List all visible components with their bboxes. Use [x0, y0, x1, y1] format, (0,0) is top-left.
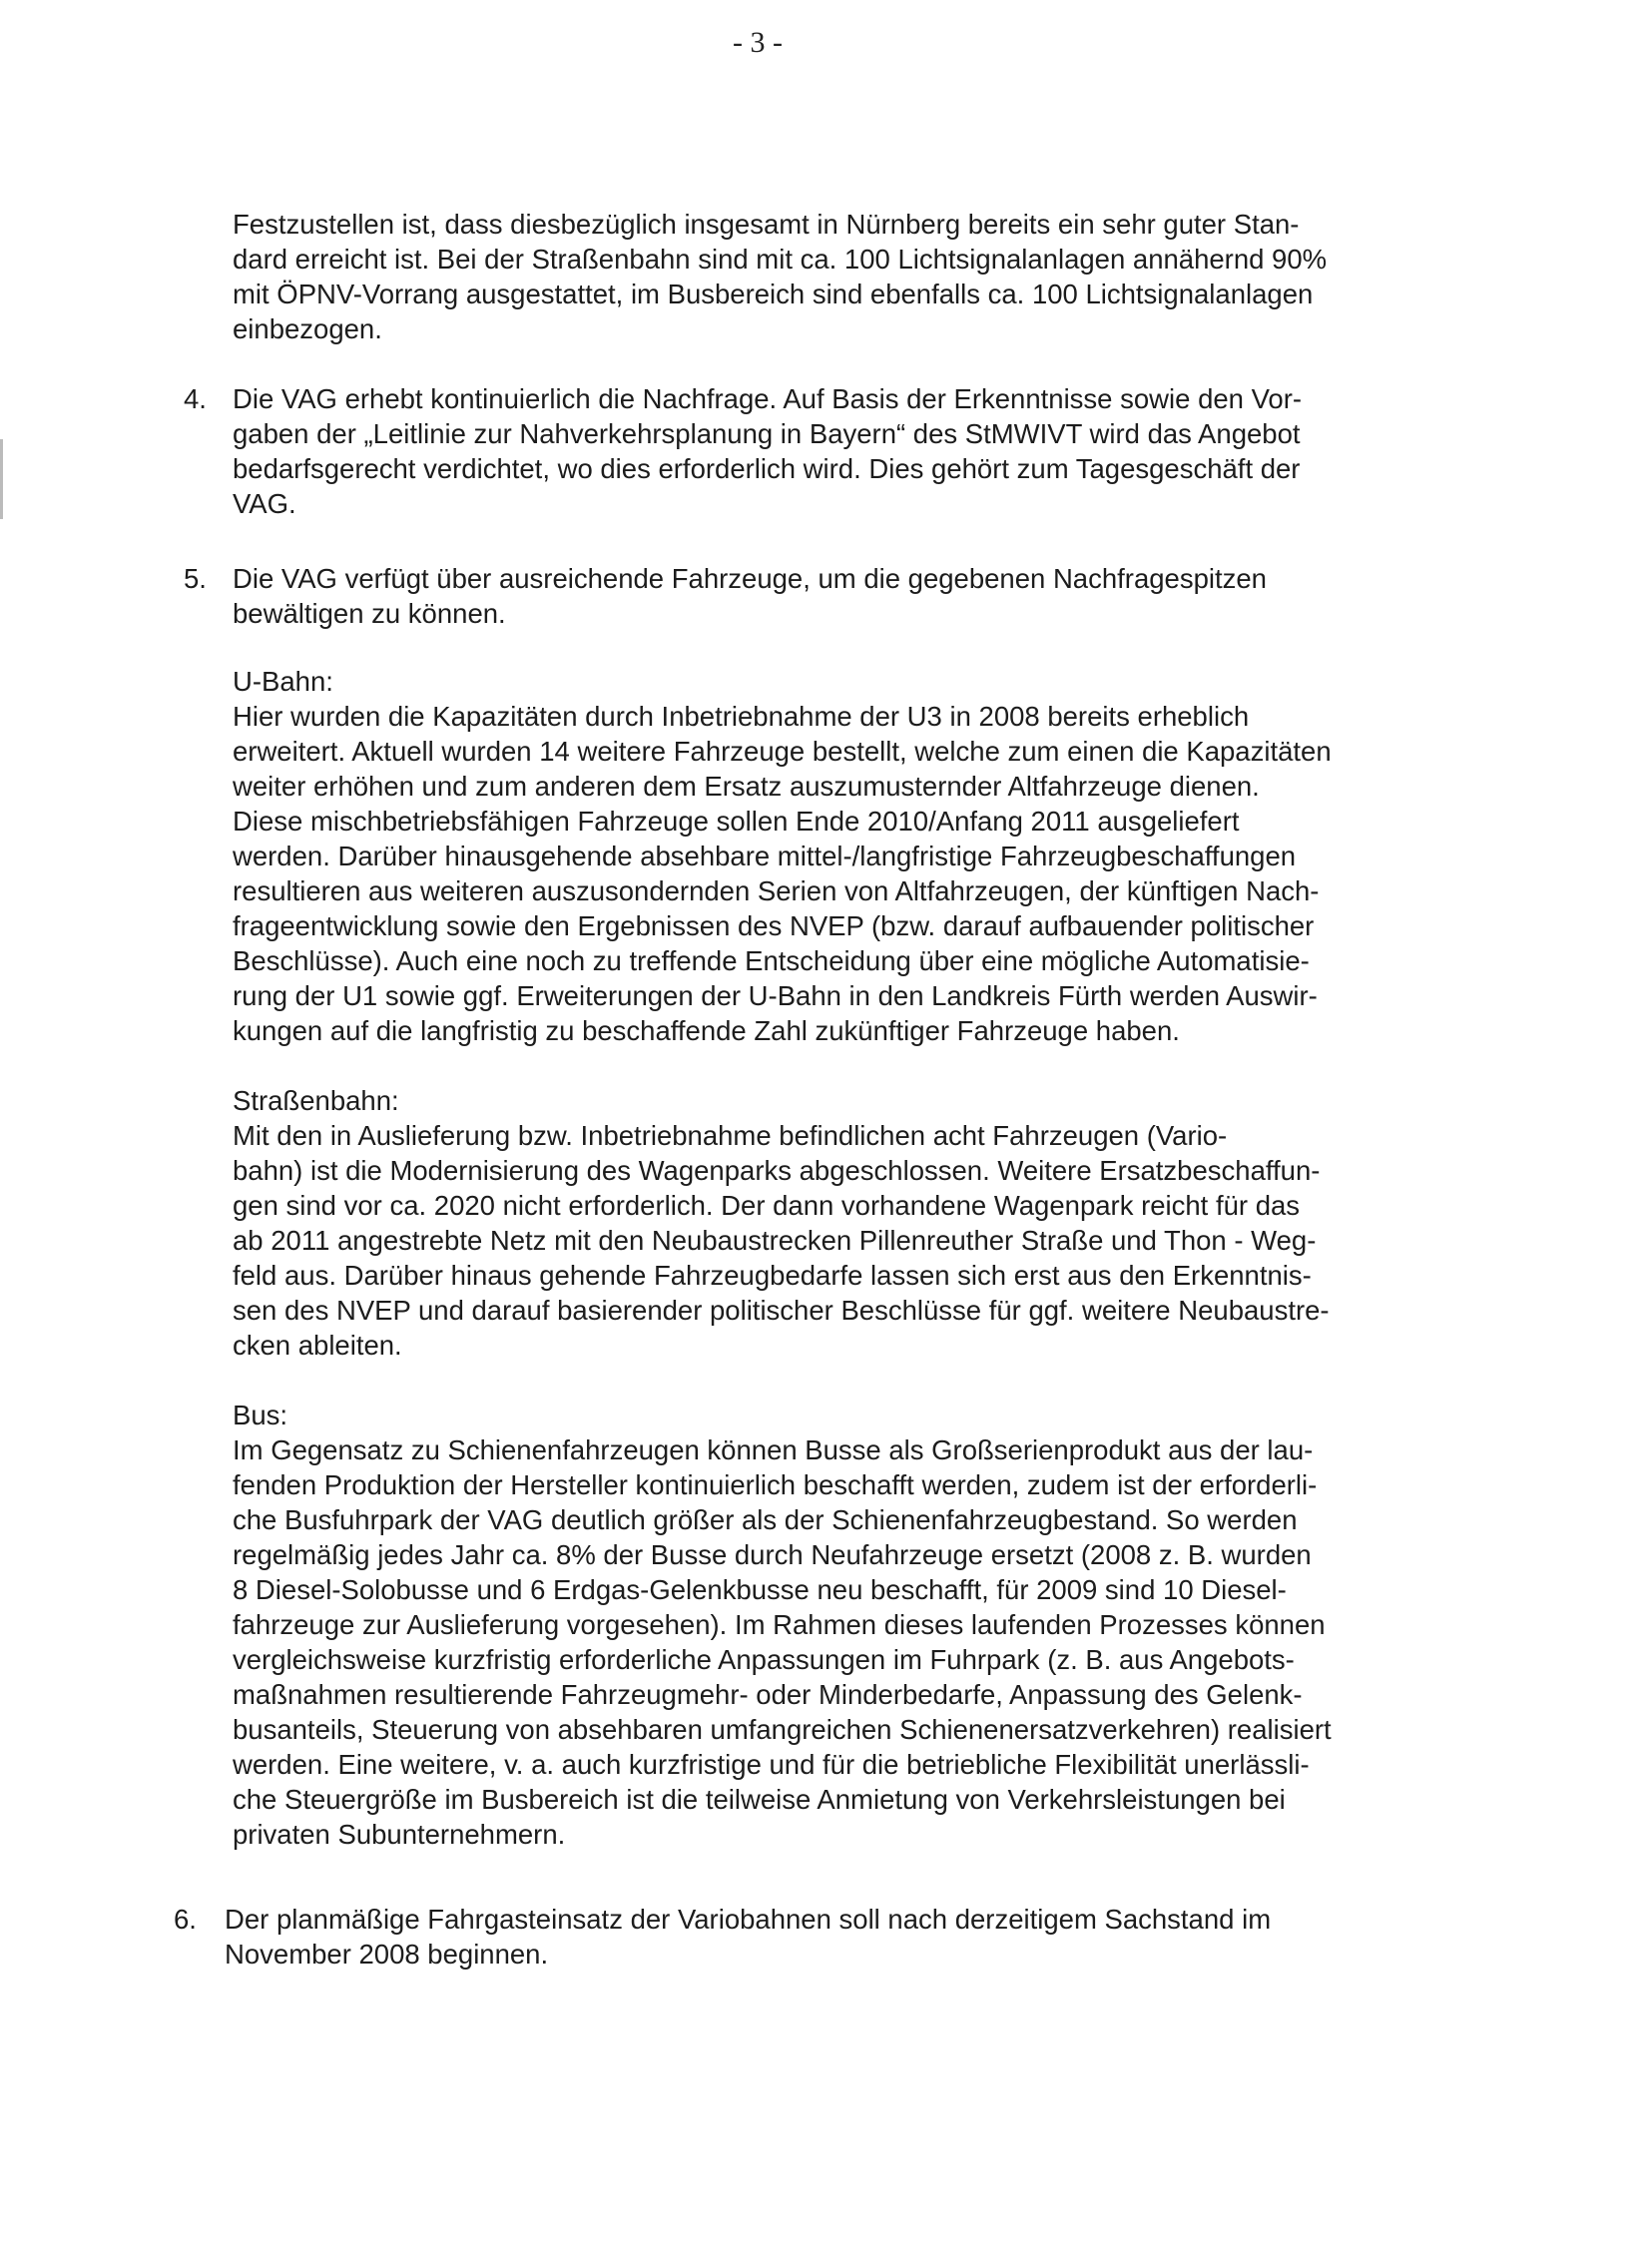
page-number: - 3 - [0, 26, 1515, 60]
item-6-number: 6. [174, 1904, 197, 1935]
text-line: vergleichsweise kurzfristig erforderliche Anpassungen im Fuhrpark (z. B. aus Angebots- [233, 1644, 1295, 1675]
text-line: busanteils, Steuerung von absehbaren umfangreichen Schienenersatzverkehren) realisiert [233, 1714, 1332, 1745]
text-line: ab 2011 angestrebte Netz mit den Neubaustrecken Pillenreuther Straße und Thon - Weg- [233, 1225, 1317, 1256]
text-line: erweitert. Aktuell wurden 14 weitere Fahrzeuge bestellt, welche zum einen die Kapazitäten [233, 736, 1332, 767]
text-line: VAG. [233, 488, 296, 519]
ubahn-paragraph [233, 699, 1460, 1048]
item-6-text [225, 1902, 1462, 1972]
text-line: frageentwicklung sowie den Ergebnissen des NVEP (bzw. darauf aufbauender politischer [233, 910, 1315, 941]
text-line: sen des NVEP und darauf basierender politischer Beschlüsse für ggf. weitere Neubaustre- [233, 1295, 1330, 1326]
intro-paragraph [233, 207, 1460, 346]
text-line: werden. Eine weitere, v. a. auch kurzfristige und für die betriebliche Flexibilität unerlässli- [233, 1749, 1310, 1780]
text-line: einbezogen. [233, 313, 382, 344]
strassenbahn-heading: Straßenbahn: [233, 1085, 399, 1116]
text-line: fahrzeuge zur Auslieferung vorgesehen). Im Rahmen dieses laufenden Prozesses können [233, 1609, 1326, 1640]
text-line: cken ableiten. [233, 1330, 402, 1361]
text-line: Im Gegensatz zu Schienenfahrzeugen können Busse als Großserienprodukt aus der lau- [233, 1434, 1314, 1465]
text-line: Beschlüsse). Auch eine noch zu treffende Entscheidung über eine mögliche Automatisie- [233, 945, 1310, 976]
text-line: Mit den in Auslieferung bzw. Inbetriebnahme befindlichen acht Fahrzeugen (Vario- [233, 1120, 1228, 1151]
text-line: Die VAG erhebt kontinuierlich die Nachfrage. Auf Basis der Erkenntnisse sowie den Vor- [233, 383, 1303, 414]
text-line: che Busfuhrpark der VAG deutlich größer als der Schienenfahrzeugbestand. So werden [233, 1504, 1298, 1535]
strassenbahn-paragraph [233, 1118, 1460, 1363]
text-line: Der planmäßige Fahrgasteinsatz der Variobahnen soll nach derzeitigem Sachstand im [225, 1904, 1272, 1935]
text-line: bedarfsgerecht verdichtet, wo dies erforderlich wird. Dies gehört zum Tagesgeschäft der [233, 453, 1301, 484]
text-line: weiter erhöhen und zum anderen dem Ersatz auszumusternder Altfahrzeuge dienen. [233, 771, 1260, 802]
text-line: gen sind vor ca. 2020 nicht erforderlich. Der dann vorhandene Wagenpark reicht für das [233, 1190, 1301, 1221]
scan-edge-mark [0, 439, 3, 519]
text-line: Festzustellen ist, dass diesbezüglich insgesamt in Nürnberg bereits ein sehr guter Stan- [233, 209, 1300, 240]
item-5-number: 5. [184, 563, 207, 594]
text-line: privaten Subunternehmern. [233, 1819, 566, 1850]
text-line: bahn) ist die Modernisierung des Wagenparks abgeschlossen. Weitere Ersatzbeschaffun- [233, 1155, 1321, 1186]
text-line: mit ÖPNV-Vorrang ausgestattet, im Busbereich sind ebenfalls ca. 100 Lichtsignalanlagen [233, 279, 1314, 309]
text-line: 8 Diesel-Solobusse und 6 Erdgas-Gelenkbusse neu beschafft, für 2009 sind 10 Diesel- [233, 1574, 1287, 1605]
text-line: feld aus. Darüber hinaus gehende Fahrzeugbedarfe lassen sich erst aus den Erkenntnis- [233, 1260, 1312, 1291]
text-line: rung der U1 sowie ggf. Erweiterungen der U-Bahn in den Landkreis Fürth werden Auswir- [233, 980, 1318, 1011]
text-line: regelmäßig jedes Jahr ca. 8% der Busse durch Neufahrzeuge ersetzt (2008 z. B. wurden [233, 1539, 1312, 1570]
text-line: maßnahmen resultierende Fahrzeugmehr- oder Minderbedarfe, Anpassung des Gelenk- [233, 1679, 1303, 1710]
item-4-text [233, 381, 1470, 521]
bus-paragraph [233, 1432, 1460, 1852]
text-line: bewältigen zu können. [233, 598, 506, 629]
item-4-number: 4. [184, 383, 207, 414]
text-line: November 2008 beginnen. [225, 1939, 549, 1970]
item-5-text [233, 561, 1470, 631]
text-line: dard erreicht ist. Bei der Straßenbahn sind mit ca. 100 Lichtsignalanlagen annähernd 90% [233, 244, 1328, 275]
text-line: kungen auf die langfristig zu beschaffende Zahl zukünftiger Fahrzeuge haben. [233, 1015, 1180, 1046]
text-line: Hier wurden die Kapazitäten durch Inbetriebnahme der U3 in 2008 bereits erheblich [233, 701, 1250, 732]
text-line: Diese mischbetriebsfähigen Fahrzeuge sollen Ende 2010/Anfang 2011 ausgeliefert [233, 806, 1240, 837]
text-line: Die VAG verfügt über ausreichende Fahrzeuge, um die gegebenen Nachfragespitzen [233, 563, 1267, 594]
text-line: gaben der „Leitlinie zur Nahverkehrsplanung in Bayern“ des StMWIVT wird das Angebot [233, 418, 1301, 449]
text-line: resultieren aus weiteren auszusondernden Serien von Altfahrzeugen, der künftigen Nach- [233, 875, 1320, 906]
bus-heading: Bus: [233, 1400, 288, 1430]
text-line: werden. Darüber hinausgehende absehbare mittel-/langfristige Fahrzeugbeschaffungen [233, 841, 1297, 871]
ubahn-heading: U-Bahn: [233, 666, 333, 697]
text-line: che Steuergröße im Busbereich ist die teilweise Anmietung von Verkehrsleistungen bei [233, 1784, 1286, 1815]
text-line: fenden Produktion der Hersteller kontinuierlich beschafft werden, zudem ist der erforderli- [233, 1469, 1318, 1500]
